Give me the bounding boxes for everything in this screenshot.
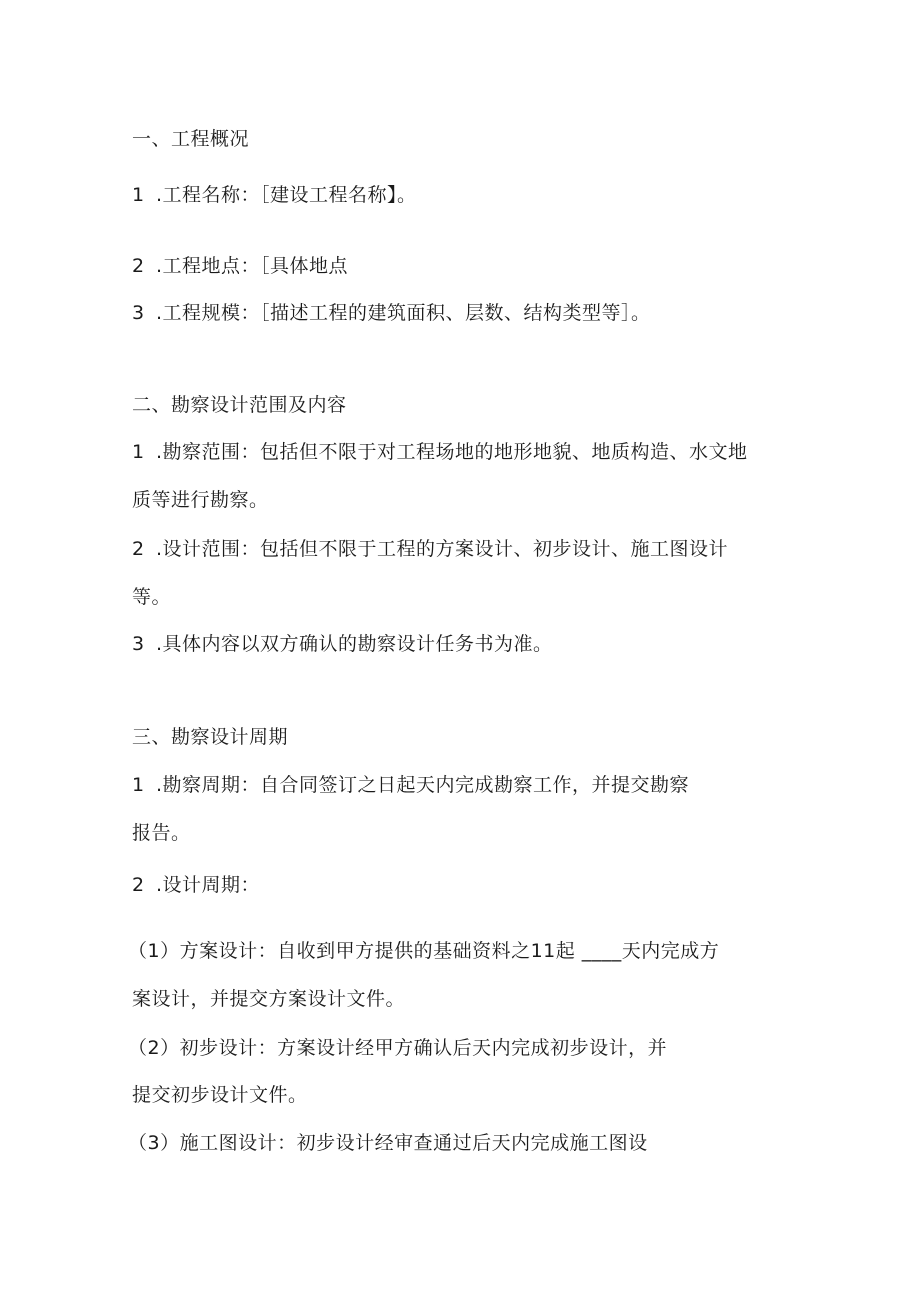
- section-heading-overview: 一、工程概况: [132, 128, 250, 150]
- list-item: [132, 537, 728, 561]
- list-item: [132, 773, 689, 797]
- list-item: [132, 632, 553, 656]
- item-text: .工程地点：［具体地点: [156, 255, 349, 277]
- item-text: .设计周期：: [156, 874, 261, 896]
- sub-item: （3）施工图设计：初步设计经审查通过后天内完成施工图设: [128, 1132, 648, 1154]
- section-heading-scope: 二、勘察设计范围及内容: [132, 394, 347, 416]
- sub-item: （2）初步设计：方案设计经甲方确认后天内完成初步设计，并: [128, 1037, 668, 1059]
- item-continuation: 质等进行勘察。: [132, 489, 269, 511]
- item-number: 2: [132, 874, 145, 896]
- list-item: [132, 254, 348, 278]
- sub-item-continuation: 案设计，并提交方案设计文件。: [132, 988, 406, 1010]
- item-number: 2: [132, 538, 145, 560]
- list-item: [132, 440, 748, 464]
- item-text: .工程规模：［描述工程的建筑面积、层数、结构类型等］。: [156, 302, 651, 324]
- item-continuation: 报告。: [132, 822, 191, 844]
- item-text: .勘察范围：包括但不限于对工程场地的地形地貌、地质构造、水文地: [156, 441, 748, 463]
- item-text: .勘察周期：自合同签订之日起天内完成勘察工作，并提交勘察: [156, 774, 690, 796]
- item-number: 3: [132, 633, 145, 655]
- list-item: [132, 301, 651, 325]
- item-continuation: 等。: [132, 586, 172, 608]
- item-number: 3: [132, 302, 145, 324]
- item-number: 1: [132, 774, 145, 796]
- sub-item-continuation: 提交初步设计文件。: [132, 1084, 308, 1106]
- list-item: [132, 873, 260, 897]
- item-text: .工程名称：［建设工程名称】。: [156, 184, 417, 206]
- item-number: 1: [132, 441, 145, 463]
- item-number: 1: [132, 184, 145, 206]
- list-item: [132, 183, 417, 207]
- item-number: 2: [132, 255, 145, 277]
- item-text: .设计范围：包括但不限于工程的方案设计、初步设计、施工图设计: [156, 538, 729, 560]
- item-text: .具体内容以双方确认的勘察设计任务书为准。: [156, 633, 553, 655]
- sub-item: （1）方案设计：自收到甲方提供的基础资料之11起 ____天内完成方: [128, 940, 720, 962]
- section-heading-schedule: 三、勘察设计周期: [132, 726, 289, 748]
